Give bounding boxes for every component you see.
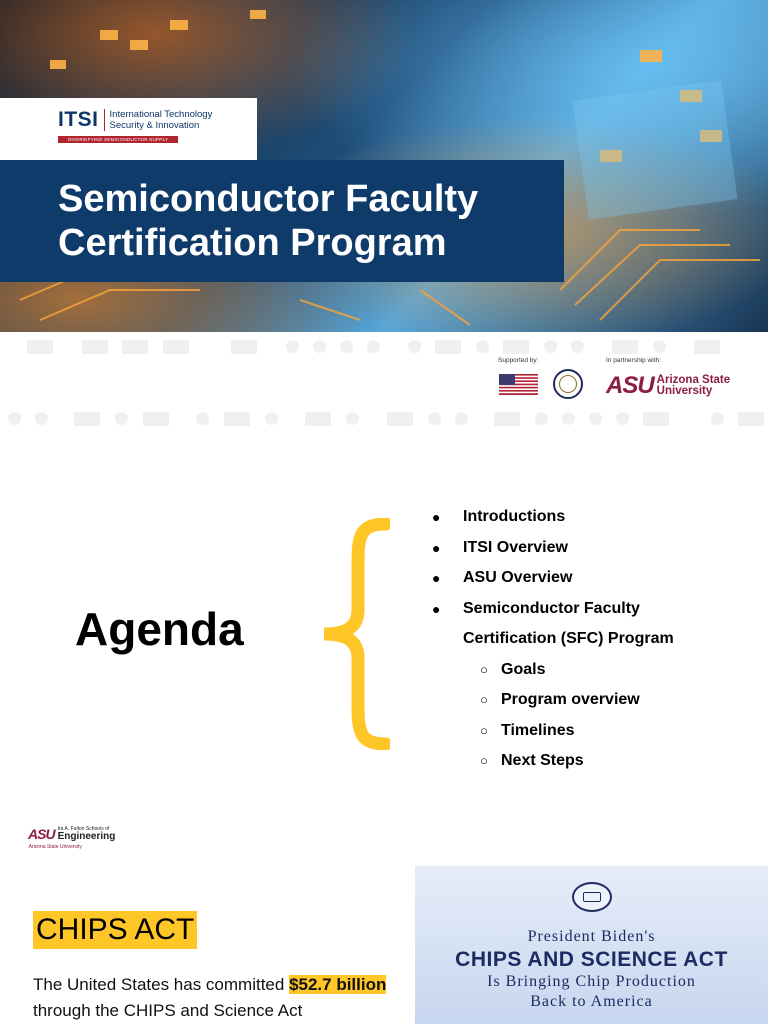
decorative-dot xyxy=(8,412,21,425)
agenda-item-label: ASU Overview xyxy=(463,569,573,586)
asu-logo-name xyxy=(657,375,731,397)
decorative-dot xyxy=(367,340,380,353)
hollow-bullet-icon: ○ xyxy=(480,692,488,707)
agenda-item-label: Introductions xyxy=(463,508,566,525)
slide-title-line2: Certification Program xyxy=(58,222,447,264)
asu-name-line2: University xyxy=(656,385,713,397)
chips-act-body xyxy=(33,972,393,1024)
decorative-dot xyxy=(346,412,359,425)
poster-line-america: Back to America xyxy=(530,993,653,1010)
body-text-lead: The United States has committed xyxy=(33,975,290,994)
decorative-dot xyxy=(589,412,602,425)
decorative-block xyxy=(494,412,520,426)
agenda-sub-item xyxy=(432,746,752,777)
itsi-name-line1: International Technology xyxy=(109,109,213,120)
itsi-name-line2: Security & Innovation xyxy=(109,120,200,131)
decorative-dot xyxy=(571,340,584,353)
agenda-list xyxy=(432,502,752,777)
decorative-block xyxy=(143,412,169,426)
hollow-bullet-icon: ○ xyxy=(480,661,488,677)
agenda-item-label: Certification (SFC) Program xyxy=(463,630,674,647)
decorative-dot xyxy=(616,412,629,425)
decorative-block xyxy=(643,412,669,426)
poster-line-bringing: Is Bringing Chip Production xyxy=(487,973,696,990)
decorative-dot xyxy=(265,412,278,425)
decorative-dot xyxy=(115,412,128,425)
agenda-item-continuation xyxy=(432,624,752,655)
decorative-dot xyxy=(408,340,421,353)
chips-act-heading: CHIPS ACT xyxy=(33,911,197,949)
bullet-icon: ● xyxy=(432,570,441,586)
school-name: Engineering xyxy=(57,831,116,842)
white-house-building-icon xyxy=(583,892,601,902)
decorative-block xyxy=(224,412,250,426)
itsi-logo-mark: ITSI xyxy=(58,108,99,131)
decorative-block xyxy=(503,340,529,354)
itsi-logo-divider xyxy=(104,109,105,131)
slide-title xyxy=(58,177,564,265)
state-department-seal-icon xyxy=(553,369,583,399)
decorative-dot xyxy=(313,340,326,353)
funding-amount-highlight: $52.7 billion xyxy=(289,975,387,994)
asu-name-line1: Arizona State xyxy=(656,374,731,386)
bullet-icon: ● xyxy=(432,600,441,617)
slide-title-line1: Semiconductor Faculty xyxy=(58,178,479,220)
supported-by-label: Supported by: xyxy=(498,357,539,364)
bullet-icon: ● xyxy=(432,539,441,556)
agenda-sub-item xyxy=(432,716,752,747)
decorative-dot xyxy=(476,340,489,353)
itsi-logo-tagline: DIVERSIFYING SEMICONDUCTOR SUPPLY CHAINS xyxy=(58,136,178,143)
decorative-block xyxy=(27,340,53,354)
agenda-sub-item xyxy=(432,655,752,686)
chips-act-poster xyxy=(415,866,768,1024)
decorative-block xyxy=(231,340,257,354)
poster-line-president: President Biden's xyxy=(527,928,656,945)
agenda-sub-item xyxy=(432,685,752,716)
decorative-block xyxy=(612,340,638,354)
asu-engineering-logo xyxy=(28,826,115,851)
bullet-icon: ● xyxy=(432,509,441,525)
agenda-item xyxy=(432,533,752,564)
agenda-item-label: Semiconductor Faculty xyxy=(463,599,640,617)
agenda-sub-item-label: Program overview xyxy=(501,691,640,708)
hero-circuit-image xyxy=(0,0,768,332)
agenda-item xyxy=(432,502,752,533)
decorative-block xyxy=(694,340,720,354)
decorative-dot xyxy=(286,340,299,353)
asu-logo-mark: ASU xyxy=(606,372,654,399)
agenda-item xyxy=(432,563,752,594)
agenda-title: Agenda xyxy=(75,603,244,655)
decorative-dot xyxy=(196,412,209,425)
asu-engineering-mark: ASU xyxy=(28,826,55,842)
decorative-dot xyxy=(428,412,441,425)
agenda-sub-item-label: Goals xyxy=(501,660,546,678)
hollow-bullet-icon: ○ xyxy=(480,722,488,738)
decorative-dot xyxy=(711,412,724,425)
decorative-dot xyxy=(340,340,353,353)
decorative-block xyxy=(74,412,100,426)
asu-logo xyxy=(606,372,730,400)
decorative-block xyxy=(122,340,148,354)
agenda-item xyxy=(432,594,752,625)
decorative-block xyxy=(387,412,413,426)
decorative-block xyxy=(435,340,461,354)
decorative-block xyxy=(163,340,189,354)
body-text-tail: through the CHIPS and Science Act xyxy=(33,1001,303,1020)
agenda-sub-item-label: Timelines xyxy=(501,721,575,739)
title-band xyxy=(0,160,564,282)
agenda-sub-item-label: Next Steps xyxy=(501,752,584,769)
decorative-block xyxy=(82,340,108,354)
decorative-dot xyxy=(544,340,557,353)
hollow-bullet-icon: ○ xyxy=(480,753,488,768)
university-name: Arizona State University xyxy=(28,844,82,850)
agenda-item-label: ITSI Overview xyxy=(463,538,568,556)
white-house-seal-icon xyxy=(572,882,612,912)
curly-brace-icon xyxy=(318,518,390,750)
itsi-logo xyxy=(0,98,257,160)
school-line: Ira A. Fulton Schools of xyxy=(57,826,110,832)
decorative-dot xyxy=(535,412,548,425)
decorative-dot xyxy=(653,340,666,353)
decorative-block xyxy=(305,412,331,426)
decorative-dot xyxy=(455,412,468,425)
us-flag-icon xyxy=(499,374,538,395)
decorative-dot xyxy=(35,412,48,425)
poster-line-act-name: CHIPS AND SCIENCE ACT xyxy=(455,948,728,971)
decorative-dot xyxy=(562,412,575,425)
itsi-logo-name xyxy=(110,109,213,131)
seal-eagle-icon xyxy=(559,375,577,393)
decorative-block xyxy=(738,412,764,426)
partnership-label: In partnership with: xyxy=(606,357,661,364)
